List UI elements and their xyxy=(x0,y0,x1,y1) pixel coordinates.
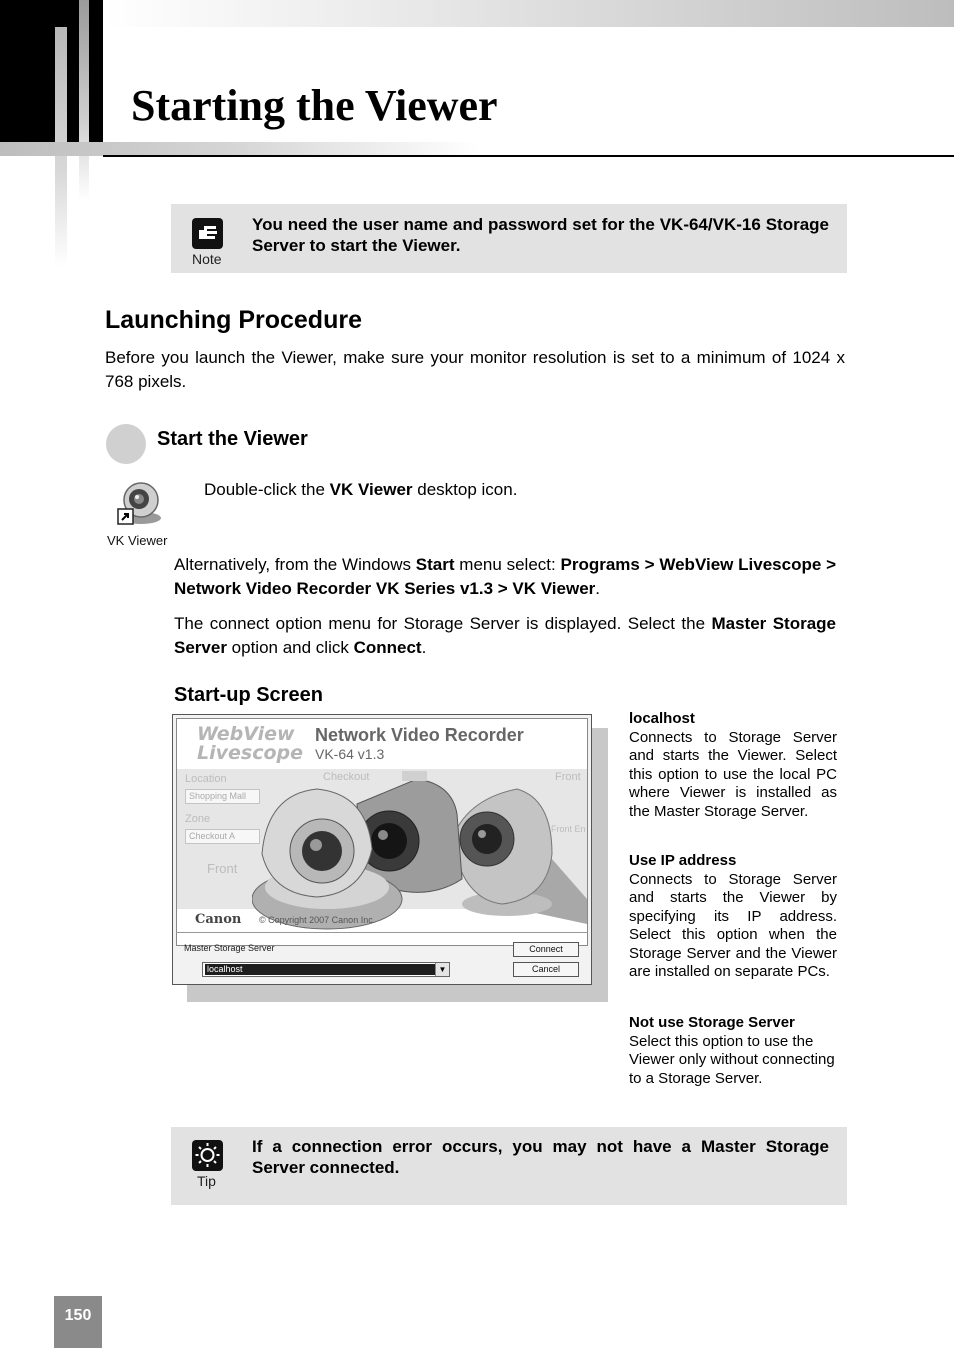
note-callout xyxy=(171,204,847,273)
desktop-icon-label: VK Viewer xyxy=(107,533,168,548)
tip-icon xyxy=(191,1139,224,1172)
header-stripe xyxy=(79,0,89,200)
annotation-localhost: localhost Connects to Storage Server and starts the Viewer. Select this option to use the local PC where Viewer is installed as the Master Storage Server. xyxy=(629,710,837,820)
header-rule xyxy=(103,155,954,157)
connect-button[interactable]: Connect xyxy=(513,942,579,957)
section-heading-launching: Launching Procedure xyxy=(105,306,362,334)
livescope-logo: Livescope xyxy=(197,742,304,764)
alternative-instruction: Alternatively, from the Windows Start menu select: Programs > WebView Livescope > Network Video Recorder VK Series v1.3 > VK Viewer. xyxy=(174,555,837,598)
startup-screenshot xyxy=(172,714,592,985)
chevron-down-icon[interactable]: ▼ xyxy=(435,963,449,976)
splash-background: Location Shopping Mall Zone Checkout A Checkout Front Front Front En xyxy=(177,769,588,909)
page-title: Starting the Viewer xyxy=(131,81,498,130)
startup-screen-heading: Start-up Screen xyxy=(174,684,323,706)
step-title: Start the Viewer xyxy=(157,428,308,450)
connect-instruction: The connect option menu for Storage Server is displayed. Select the Master Storage Server option and click Connect. xyxy=(174,614,836,657)
page-number-box xyxy=(54,1296,102,1348)
server-select-value: localhost xyxy=(205,964,435,975)
header-gradient-bar xyxy=(103,0,954,27)
launching-intro: Before you launch the Viewer, make sure your monitor resolution is set to a minimum of 1024 x 768 pixels. xyxy=(105,348,845,391)
page-number: 150 xyxy=(64,1307,92,1324)
cancel-button[interactable]: Cancel xyxy=(513,962,579,977)
canon-logo: Canon xyxy=(195,912,242,927)
annotation-not-use-storage-server: Not use Storage Server Select this option to use the Viewer only without connecting to a Storage Server. xyxy=(629,1014,835,1087)
server-select-panel xyxy=(176,932,588,983)
product-name: Network Video Recorder xyxy=(315,725,524,745)
tip-callout xyxy=(171,1127,847,1205)
splash-banner xyxy=(176,718,588,946)
annotation-use-ip-address: Use IP address Connects to Storage Server and starts the Viewer by specifying its IP address. Select this option when the Storage Server and the Viewer are installed on separate PCs. xyxy=(629,852,837,980)
product-version: VK-64 v1.3 xyxy=(315,746,385,762)
note-text: You need the user name and password set for the VK-64/VK-16 Storage Server to start the Viewer. xyxy=(252,215,829,255)
step-instruction: Double-click the VK Viewer desktop icon. xyxy=(204,480,518,499)
server-select-label: Master Storage Server xyxy=(184,943,275,953)
camera-illustration xyxy=(252,759,588,934)
master-storage-server-select[interactable] xyxy=(202,962,450,977)
header-underline-gradient xyxy=(0,142,480,156)
step-marker xyxy=(106,424,146,464)
copyright-text: © Copyright 2007 Canon Inc. xyxy=(259,915,376,925)
tip-label: Tip xyxy=(197,1173,216,1189)
note-label: Note xyxy=(192,251,222,267)
note-icon xyxy=(191,217,224,250)
webview-logo: WebView xyxy=(197,723,295,745)
tip-text: If a connection error occurs, you may not have a Master Storage Server connected. xyxy=(252,1137,829,1177)
